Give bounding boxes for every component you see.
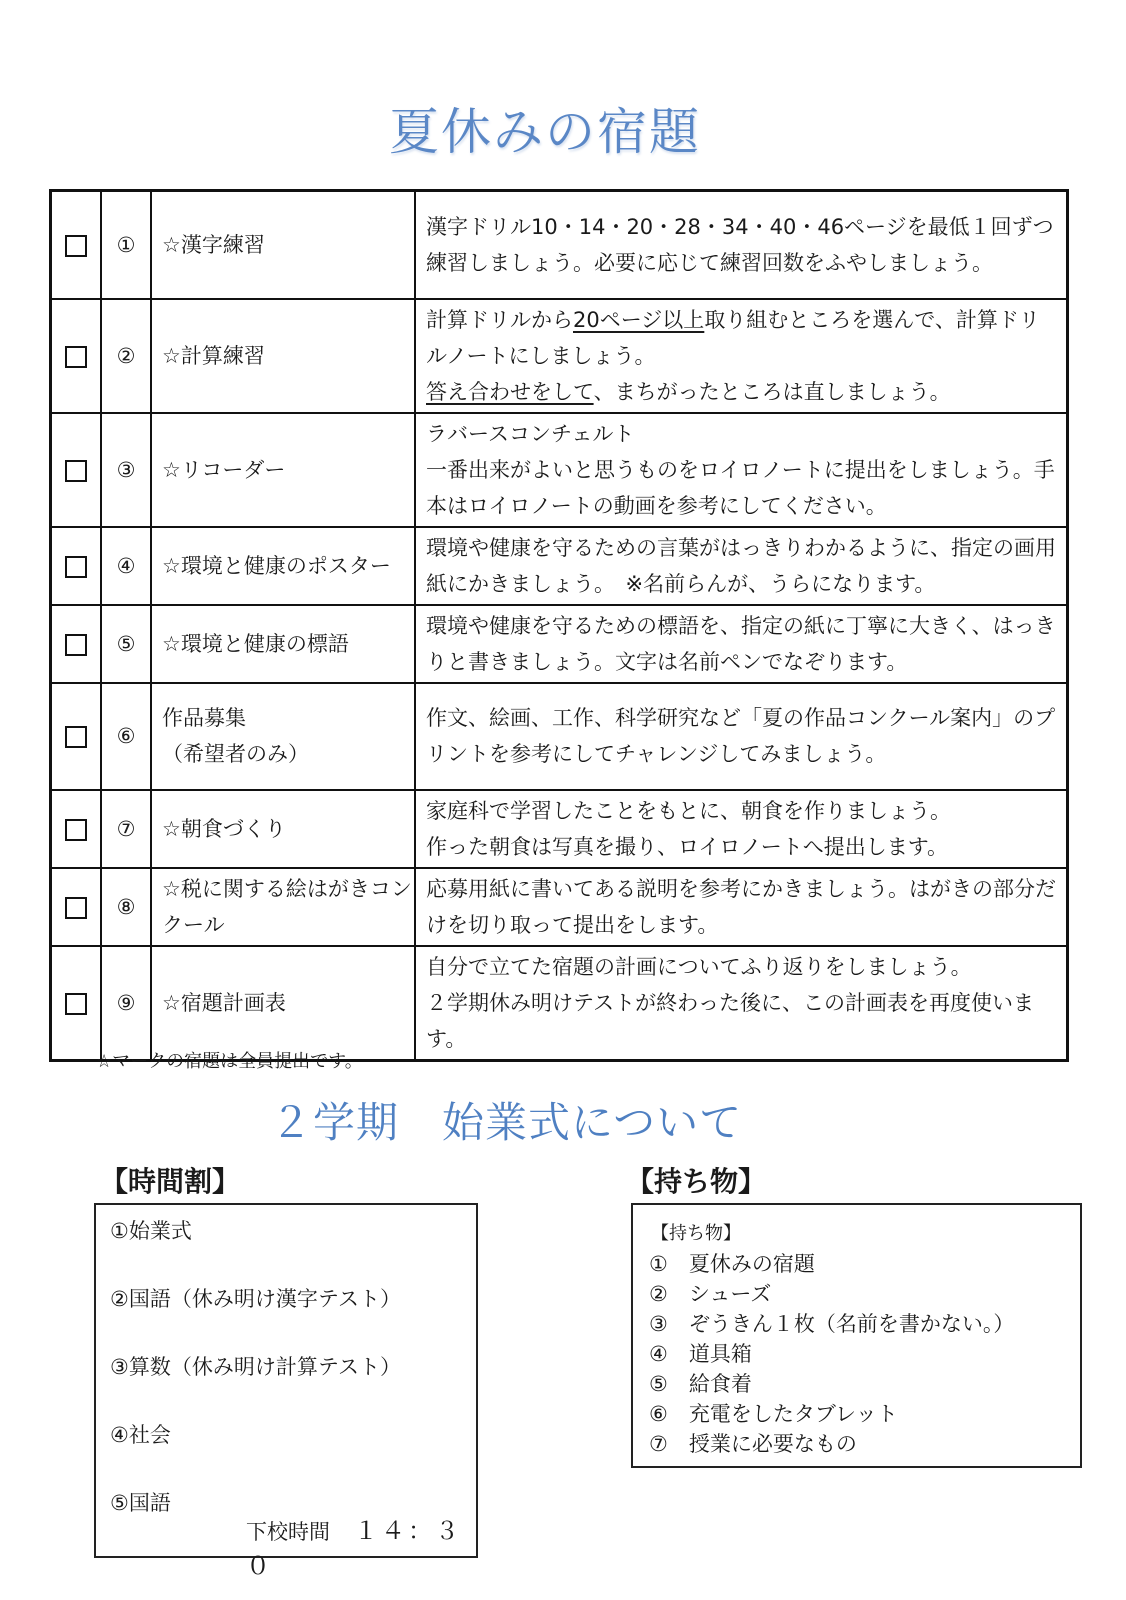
checkbox-cell[interactable] bbox=[51, 413, 102, 527]
item-number: ① bbox=[101, 191, 151, 299]
table-row bbox=[51, 790, 1068, 868]
item-name: ☆リコーダー bbox=[151, 413, 415, 527]
item-name: ☆宿題計画表 bbox=[151, 946, 415, 1061]
item-number: ⑧ bbox=[101, 868, 151, 946]
desc-part: ラバースコンチェルト bbox=[426, 421, 635, 446]
desc-part: 、まちがったところは直しましょう。 bbox=[593, 379, 951, 404]
item-description: 環境や健康を守るための標語を、指定の紙に丁寧に大きく、はっきりと書きましょう。文字は名前ペンでなぞります。 bbox=[415, 605, 1068, 683]
list-item: ② シューズ bbox=[649, 1282, 772, 1306]
belongings-box bbox=[631, 1203, 1082, 1468]
schedule-row: ④社会 bbox=[110, 1423, 171, 1447]
dismissal-value: １４：３０ bbox=[246, 1517, 462, 1580]
item-number: ⑥ bbox=[101, 683, 151, 790]
item-number: ④ bbox=[101, 527, 151, 605]
name-part: 作品募集 bbox=[162, 706, 246, 730]
schedule-row: ③算数（休み明け計算テスト） bbox=[110, 1355, 401, 1379]
dismissal-label: 下校時間 bbox=[246, 1520, 330, 1544]
belongings-heading: 【持ち物】 bbox=[626, 1165, 767, 1198]
checkbox-cell[interactable] bbox=[51, 683, 102, 790]
schedule-box bbox=[94, 1203, 478, 1580]
desc-part: 作った朝食は写真を撮り、ロイロノートへ提出します。 bbox=[426, 834, 949, 859]
checkbox[interactable] bbox=[65, 556, 87, 578]
item-name: ☆計算練習 bbox=[151, 299, 415, 413]
checkbox-cell[interactable] bbox=[51, 605, 102, 683]
desc-part: 家庭科で学習したことをもとに、朝食を作りましょう。 bbox=[426, 798, 951, 823]
desc-part: 自分で立てた宿題の計画についてふり返りをしましょう。 bbox=[426, 954, 972, 979]
desc-part: 一番出来がよいと思うものをロイロノートに提出をしましょう。手本はロイロノートの動画を参考にしてください。 bbox=[426, 457, 1055, 518]
desc-part: 計算ドリルから bbox=[426, 307, 573, 332]
list-item: ③ ぞうきん１枚（名前を書かない。） bbox=[649, 1312, 1015, 1336]
page-title: 夏休みの宿題 bbox=[389, 103, 701, 161]
desc-underlined: 答え合わせをして bbox=[426, 379, 594, 404]
checkbox[interactable] bbox=[65, 897, 87, 919]
belongings-label: 【持ち物】 bbox=[651, 1223, 741, 1244]
schedule-heading: 【時間割】 bbox=[100, 1165, 241, 1198]
item-number: ⑤ bbox=[101, 605, 151, 683]
item-description bbox=[415, 790, 1068, 868]
item-number: ⑦ bbox=[101, 790, 151, 868]
table-row bbox=[51, 413, 1068, 527]
item-name: ☆税に関する絵はがきコンクール bbox=[151, 868, 415, 946]
checkbox[interactable] bbox=[65, 235, 87, 257]
desc-underlined: 20ページ以上 bbox=[573, 307, 705, 332]
homework-table bbox=[49, 189, 1069, 1062]
checkbox-cell[interactable] bbox=[51, 868, 102, 946]
item-number: ② bbox=[101, 299, 151, 413]
item-description: 作文、絵画、工作、科学研究など「夏の作品コンクール案内」のプリントを参考にしてチャレンジしてみましょう。 bbox=[415, 683, 1068, 790]
list-item: ⑥ 充電をしたタブレット bbox=[649, 1402, 898, 1426]
dismissal-time bbox=[246, 1511, 476, 1581]
item-number: ③ bbox=[101, 413, 151, 527]
schedule-row: ①始業式 bbox=[110, 1219, 192, 1243]
item-description bbox=[415, 413, 1068, 527]
item-number: ⑨ bbox=[101, 946, 151, 1061]
checkbox[interactable] bbox=[65, 726, 87, 748]
checkbox-cell[interactable] bbox=[51, 790, 102, 868]
item-name: ☆環境と健康のポスター bbox=[151, 527, 415, 605]
item-name bbox=[151, 683, 415, 790]
checkbox-cell[interactable] bbox=[51, 191, 102, 299]
checkbox-cell[interactable] bbox=[51, 299, 102, 413]
name-part: （希望者のみ） bbox=[162, 742, 309, 766]
item-name: ☆環境と健康の標語 bbox=[151, 605, 415, 683]
checkbox[interactable] bbox=[65, 460, 87, 482]
checkbox[interactable] bbox=[65, 819, 87, 841]
table-row bbox=[51, 605, 1068, 683]
item-name: ☆朝食づくり bbox=[151, 790, 415, 868]
table-row bbox=[51, 683, 1068, 790]
belongings-list bbox=[649, 1249, 1014, 1459]
table-row bbox=[51, 527, 1068, 605]
list-item: ① 夏休みの宿題 bbox=[649, 1252, 815, 1276]
checkbox[interactable] bbox=[65, 346, 87, 368]
schedule-row: ②国語（休み明け漢字テスト） bbox=[110, 1287, 401, 1311]
item-name: ☆漢字練習 bbox=[151, 191, 415, 299]
section-title: ２学期 始業式について bbox=[270, 1098, 743, 1147]
checkbox-cell[interactable] bbox=[51, 527, 102, 605]
table-row bbox=[51, 191, 1068, 299]
checkbox-cell[interactable] bbox=[51, 946, 102, 1061]
schedule-row: ⑤国語 bbox=[110, 1491, 171, 1515]
table-row bbox=[51, 299, 1068, 413]
item-description bbox=[415, 946, 1068, 1061]
item-description bbox=[415, 299, 1068, 413]
desc-part: ２学期休み明けテストが終わった後に、この計画表を再度使います。 bbox=[426, 990, 1034, 1051]
item-description: 環境や健康を守るための言葉がはっきりわかるように、指定の画用紙にかきましょう。 ※名前らんが、うらになります。 bbox=[415, 527, 1068, 605]
checkbox[interactable] bbox=[65, 993, 87, 1015]
item-description: 漢字ドリル10・14・20・28・34・40・46ページを最低１回ずつ練習しましょう。必要に応じて練習回数をふやしましょう。 bbox=[415, 191, 1068, 299]
table-row bbox=[51, 868, 1068, 946]
list-item: ④ 道具箱 bbox=[649, 1342, 752, 1366]
item-description: 応募用紙に書いてある説明を参考にかきましょう。はがきの部分だけを切り取って提出をします。 bbox=[415, 868, 1068, 946]
desc-part: 取り組むところを選んで、計算ドリルノートにしましょう。 bbox=[426, 307, 1040, 368]
table-row bbox=[51, 946, 1068, 1061]
list-item: ⑦ 授業に必要なもの bbox=[649, 1432, 857, 1456]
checkbox[interactable] bbox=[65, 634, 87, 656]
list-item: ⑤ 給食着 bbox=[649, 1372, 752, 1396]
note-text: ☆マークの宿題は全員提出です。 bbox=[96, 1051, 363, 1072]
